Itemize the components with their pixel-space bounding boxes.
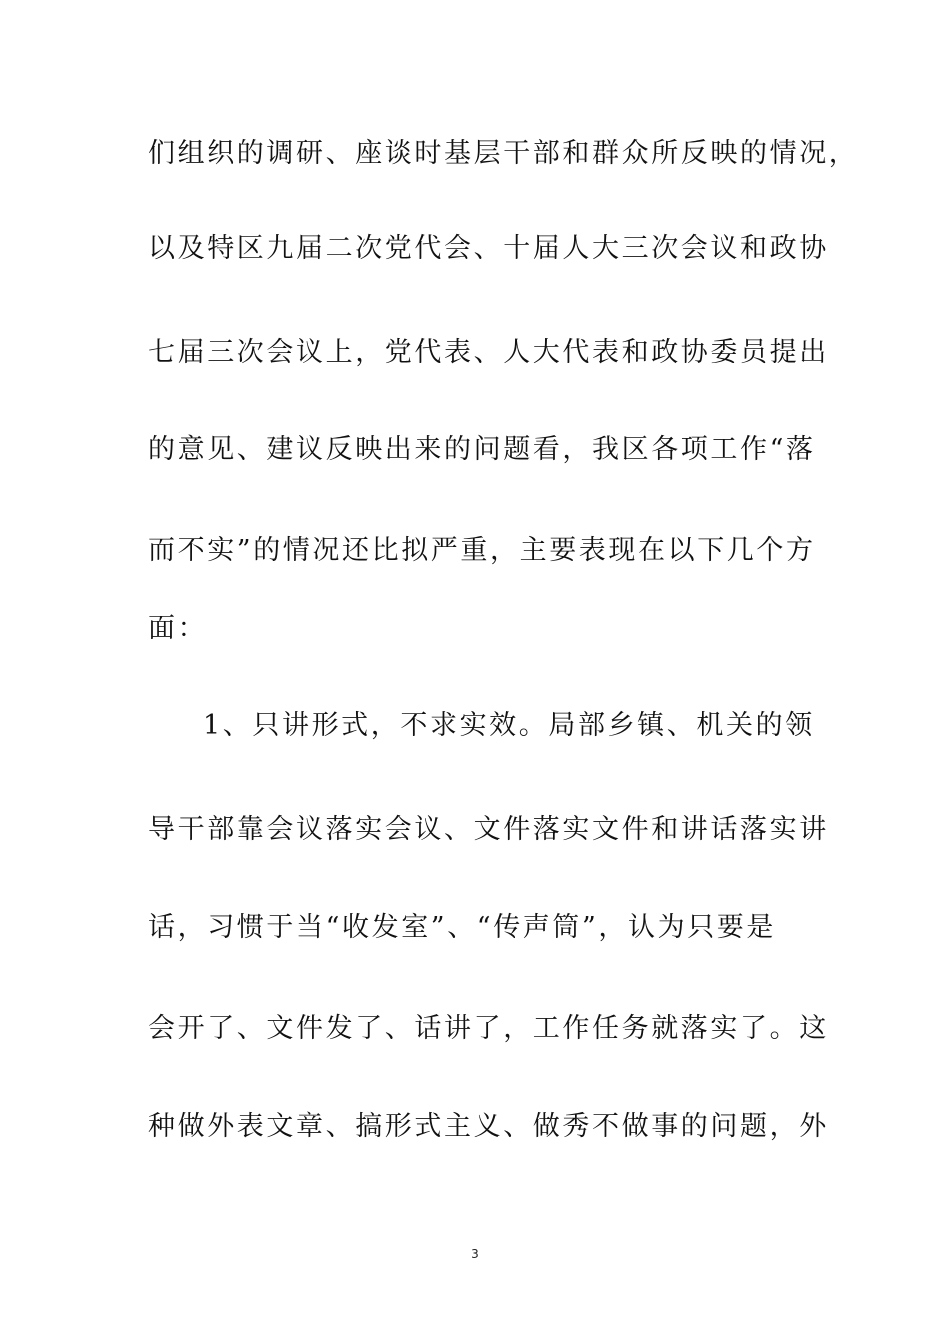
page-number: 3 [471,1247,479,1261]
text-line-8: 导干部靠会议落实会议、文件落实文件和讲话落实讲 [148,814,829,845]
text-line-4: 的意见、建议反映出来的问题看，我区各项工作“落 [148,434,816,465]
text-line-2: 以及特区九届二次党代会、十届人大三次会议和政协 [148,233,829,264]
text-line-1: 们组织的调研、座谈时基层干部和群众所反映的情况， [148,138,859,169]
text-line-3: 七届三次会议上，党代表、人大代表和政协委员提出 [148,337,829,368]
text-line-11: 种做外表文章、搞形式主义、做秀不做事的问题，外 [148,1111,829,1142]
text-line-9: 话，习惯于当“收发室”、“传声筒”，认为只要是 [148,912,777,943]
paragraph-item-1-start: 1、只讲形式，不求实效。局部乡镇、机关的领 [203,710,815,741]
text-line-6: 面： [148,613,208,644]
text-line-10: 会开了、文件发了、话讲了，工作任务就落实了。这 [148,1013,829,1044]
text-line-5: 而不实”的情况还比拟严重，主要表现在以下几个方 [148,535,816,566]
